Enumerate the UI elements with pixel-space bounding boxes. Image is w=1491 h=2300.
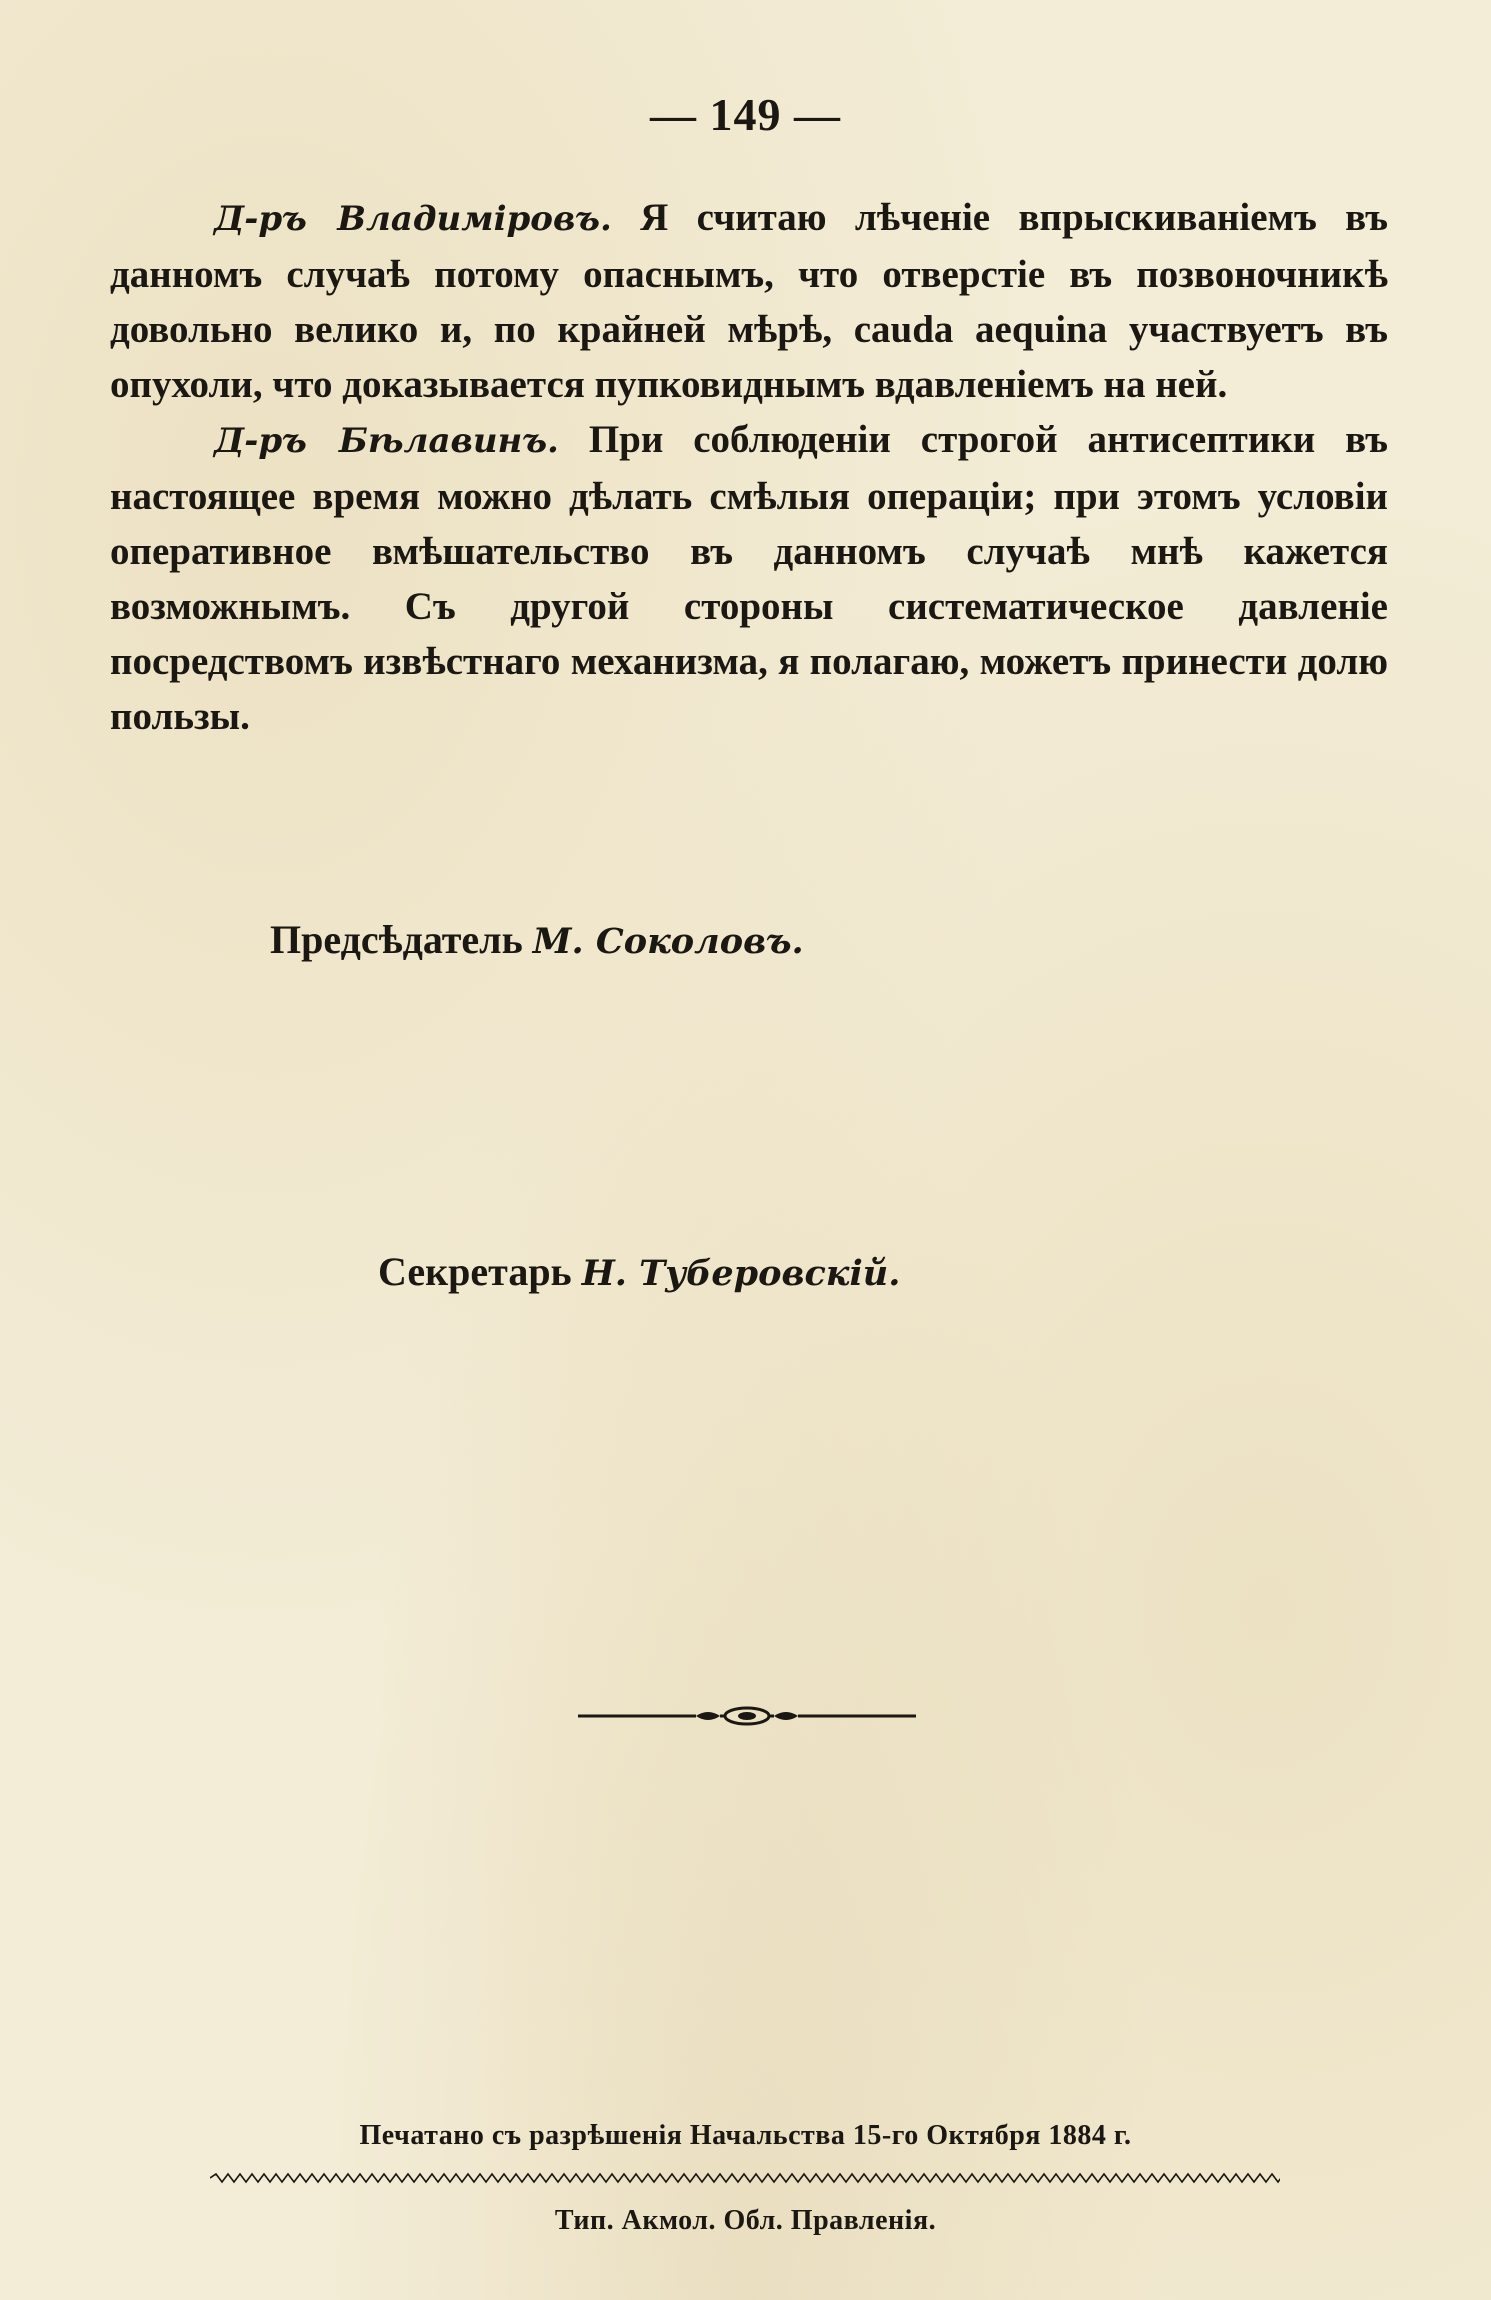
speaker-name: Д-ръ Бѣлавинъ. — [214, 421, 559, 461]
body-text — [110, 190, 1388, 744]
wavy-divider — [210, 2172, 1280, 2184]
imprint-printer: Тип. Акмол. Обл. Правленія. — [554, 2205, 937, 2236]
secretary-signature — [378, 1248, 900, 1295]
paragraph-text: При соблюденіи строгой антисептики въ настоящее время можно дѣлать смѣлыя операціи; при этомъ условіи оперативное вмѣшательство въ данномъ случаѣ мнѣ кажется возможнымъ. Съ другой стороны систематическое давленіе посредствомъ извѣстнаго механизма, я полагаю, можетъ принести долю пользы. — [110, 418, 1388, 738]
imprint-permission: Печатано съ разрѣшенія Начальства 15-го Октября 1884 г. — [359, 2120, 1132, 2151]
paragraph-belavin — [110, 412, 1388, 744]
ornament-divider — [578, 1702, 916, 1730]
paragraph-vladimirov — [110, 190, 1388, 412]
speaker-name: Д-ръ Владиміровъ. — [214, 199, 612, 239]
page-number: — 149 — — [650, 89, 841, 140]
chairman-signature — [270, 916, 804, 963]
chairman-name: М. Соколовъ. — [532, 921, 804, 962]
paragraph-text: Я считаю лѣченіе впрыскиваніемъ въ данномъ случаѣ потому опаснымъ, что отверстіе въ позвоночникѣ довольно велико и, по крайней мѣрѣ, cauda aequina участвуетъ въ опухоли, что доказывается пупковиднымъ вдавленіемъ на ней. — [110, 196, 1389, 406]
secretary-name: Н. Туберовскій. — [581, 1253, 901, 1294]
chairman-title: Предсѣдатель — [270, 917, 523, 962]
secretary-title: Секретарь — [378, 1249, 572, 1294]
